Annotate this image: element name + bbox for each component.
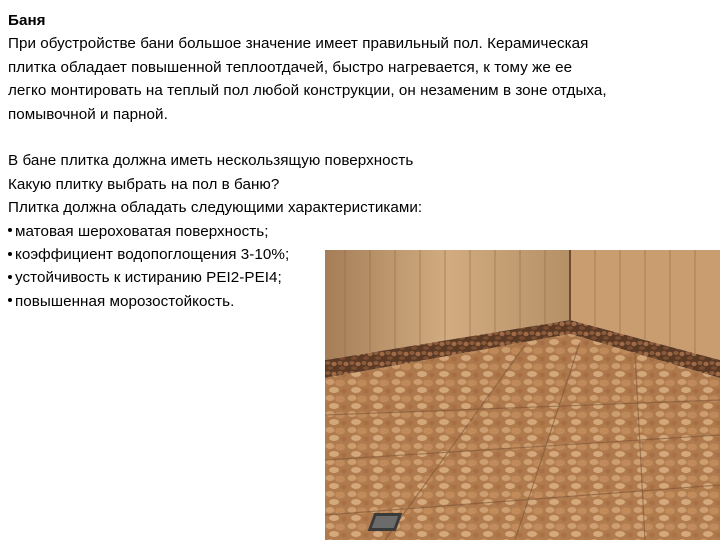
bullet-dot-icon (8, 298, 12, 302)
bullet-text: коэффициент водопоглощения 3-10%; (15, 246, 290, 264)
heading: Баня (8, 12, 46, 29)
text-line: В бане плитка должна иметь нескользящую поверхность (8, 152, 414, 170)
bullet-dot-icon (8, 228, 12, 232)
intro-line: легко монтировать на теплый пол любой конструкции, он незаменим в зоне отдыха, (8, 82, 607, 100)
text-line: Плитка должна обладать следующими характеристиками: (8, 199, 423, 217)
bullet-text: повышенная морозостойкость. (15, 292, 235, 310)
bathhouse-floor-photo (325, 250, 720, 540)
bullet-item (8, 220, 714, 243)
bullet-dot-icon (8, 275, 12, 279)
bullet-text: устойчивость к истиранию PEI2-PEI4; (15, 269, 282, 287)
paragraph-gap (8, 126, 714, 149)
intro-line: плитка обладает повышенной теплоотдачей, быстро нагревается, к тому же ее (8, 58, 573, 76)
intro-line: При обустройстве бани большое значение имеет правильный пол. Керамическая (8, 35, 589, 53)
bullet-dot-icon (8, 252, 12, 256)
bullet-text: матовая шероховатая поверхность; (15, 222, 269, 240)
text-line: Какую плитку выбрать на пол в баню? (8, 175, 280, 193)
intro-line: помывочной и парной. (8, 105, 168, 123)
